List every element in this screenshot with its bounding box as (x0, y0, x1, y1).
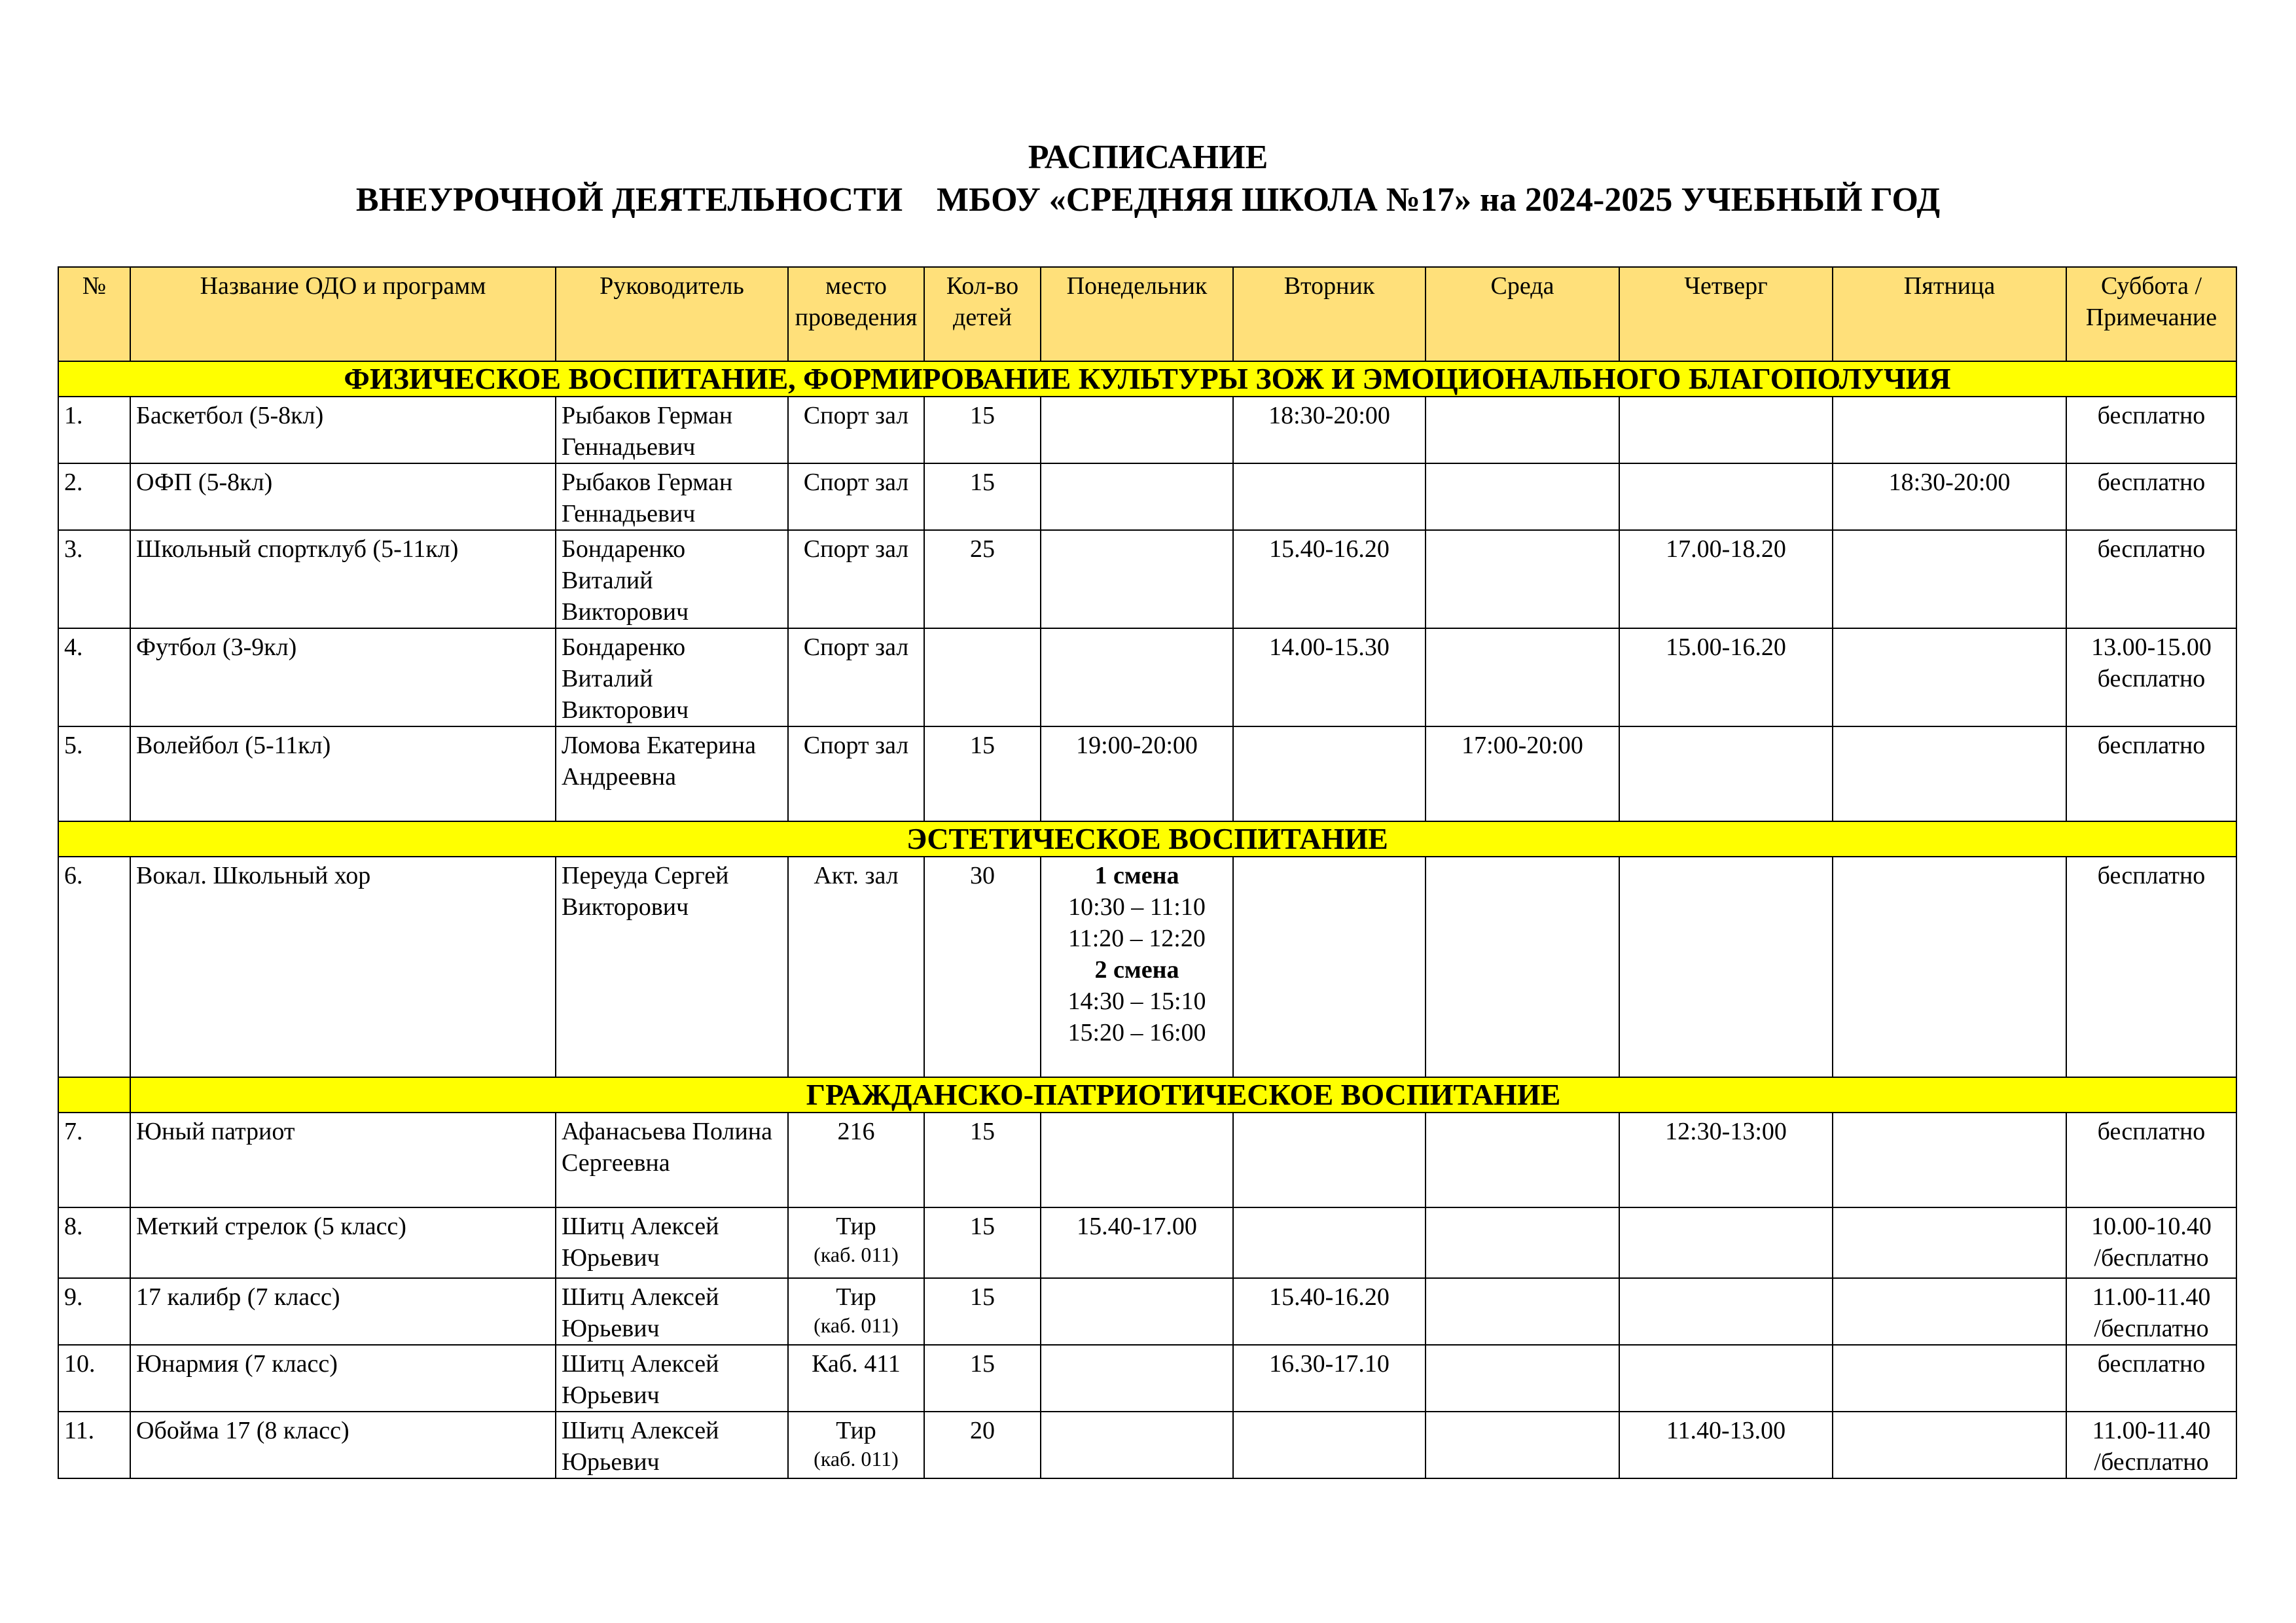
header-num: № (58, 267, 130, 361)
row-wednesday (1426, 857, 1619, 1077)
place-room: (каб. 011) (814, 1313, 899, 1337)
place-name: Тир (836, 1283, 876, 1311)
section-title: ЭСТЕТИЧЕСКОЕ ВОСПИТАНИЕ (58, 821, 2236, 857)
row-friday (1833, 1345, 2066, 1412)
header-row (58, 267, 2236, 361)
place-room: (каб. 011) (814, 1243, 899, 1266)
row-place: Спорт зал (788, 397, 924, 463)
row-wednesday (1426, 1113, 1619, 1207)
table-row (58, 1278, 2236, 1345)
row-tuesday (1233, 857, 1426, 1077)
row-count (924, 628, 1041, 726)
table-row (58, 1207, 2236, 1278)
row-friday (1833, 726, 2066, 821)
row-thursday (1619, 397, 1833, 463)
table-row (58, 1412, 2236, 1478)
row-leader: Шитц Алексей Юрьевич (556, 1345, 788, 1412)
saturday-time: 11.00-11.40 (2092, 1283, 2211, 1311)
row-num: 3. (58, 530, 130, 628)
row-saturday: бесплатно (2066, 397, 2236, 463)
row-friday (1833, 397, 2066, 463)
row-program: Футбол (3-9кл) (130, 628, 556, 726)
shift-time: 10:30 – 11:10 (1068, 893, 1206, 921)
row-monday (1041, 1113, 1233, 1207)
row-saturday (2066, 1278, 2236, 1345)
shift-label: 1 смена (1094, 862, 1179, 889)
row-thursday: 15.00-16.20 (1619, 628, 1833, 726)
row-num: 9. (58, 1278, 130, 1345)
row-saturday: бесплатно (2066, 857, 2236, 1077)
saturday-time: 11.00-11.40 (2092, 1417, 2211, 1444)
header-tuesday: Вторник (1233, 267, 1426, 361)
saturday-note: /бесплатно (2094, 1315, 2209, 1342)
row-tuesday: 16.30-17.10 (1233, 1345, 1426, 1412)
row-num: 10. (58, 1345, 130, 1412)
row-thursday: 11.40-13.00 (1619, 1412, 1833, 1478)
section-title: ФИЗИЧЕСКОЕ ВОСПИТАНИЕ, ФОРМИРОВАНИЕ КУЛЬТУРЫ ЗОЖ И ЭМОЦИОНАЛЬНОГО БЛАГОПОЛУЧИЯ (58, 361, 2236, 397)
row-place (788, 1412, 924, 1478)
row-thursday (1619, 1207, 1833, 1278)
row-program: ОФП (5-8кл) (130, 463, 556, 530)
table-row (58, 726, 2236, 821)
row-monday (1041, 1278, 1233, 1345)
document-title: РАСПИСАНИЕ (1028, 139, 1268, 176)
row-program: Волейбол (5-11кл) (130, 726, 556, 821)
section-title: ГРАЖДАНСКО-ПАТРИОТИЧЕСКОЕ ВОСПИТАНИЕ (130, 1077, 2236, 1113)
row-place: Спорт зал (788, 530, 924, 628)
row-leader: Рыбаков Герман Геннадьевич (556, 397, 788, 463)
saturday-note: /бесплатно (2094, 1244, 2209, 1272)
row-wednesday (1426, 1345, 1619, 1412)
row-monday (1041, 1345, 1233, 1412)
row-program: Школьный спортклуб (5-11кл) (130, 530, 556, 628)
table-row (58, 857, 2236, 1077)
row-place: Спорт зал (788, 628, 924, 726)
row-saturday (2066, 1207, 2236, 1278)
row-program: Меткий стрелок (5 класс) (130, 1207, 556, 1278)
row-thursday (1619, 726, 1833, 821)
row-leader: Переуда Сергей Викторович (556, 857, 788, 1077)
row-wednesday (1426, 397, 1619, 463)
row-monday: 19:00-20:00 (1041, 726, 1233, 821)
shift-time: 15:20 – 16:00 (1067, 1019, 1206, 1046)
row-place: Каб. 411 (788, 1345, 924, 1412)
row-leader: Шитц Алексей Юрьевич (556, 1412, 788, 1478)
row-leader: Афанасьева Полина Сергеевна (556, 1113, 788, 1207)
header-monday: Понедельник (1041, 267, 1233, 361)
row-tuesday: 18:30-20:00 (1233, 397, 1426, 463)
row-friday (1833, 1207, 2066, 1278)
row-num: 5. (58, 726, 130, 821)
table-row (58, 397, 2236, 463)
place-name: Тир (836, 1417, 876, 1444)
shift-time: 14:30 – 15:10 (1067, 988, 1206, 1015)
section-row (58, 821, 2236, 857)
row-wednesday (1426, 463, 1619, 530)
row-num: 1. (58, 397, 130, 463)
row-count: 15 (924, 726, 1041, 821)
document-subtitle: ВНЕУРОЧНОЙ ДЕЯТЕЛЬНОСТИ МБОУ «СРЕДНЯЯ ШКОЛА №17» на 2024-2025 УЧЕБНЫЙ ГОД (355, 181, 1941, 219)
row-program: 17 калибр (7 класс) (130, 1278, 556, 1345)
row-monday (1041, 628, 1233, 726)
row-count: 15 (924, 1345, 1041, 1412)
row-place: Спорт зал (788, 463, 924, 530)
row-thursday: 17.00-18.20 (1619, 530, 1833, 628)
table-row (58, 1345, 2236, 1412)
row-num: 2. (58, 463, 130, 530)
row-monday: 15.40-17.00 (1041, 1207, 1233, 1278)
row-leader: Ломова Екатерина Андреевна (556, 726, 788, 821)
row-count: 25 (924, 530, 1041, 628)
row-wednesday (1426, 1278, 1619, 1345)
table-row (58, 1113, 2236, 1207)
row-num: 4. (58, 628, 130, 726)
header-wednesday: Среда (1426, 267, 1619, 361)
header-name: Название ОДО и программ (130, 267, 556, 361)
shift-time: 11:20 – 12:20 (1068, 925, 1206, 952)
row-saturday: бесплатно (2066, 1345, 2236, 1412)
row-wednesday (1426, 530, 1619, 628)
row-tuesday (1233, 463, 1426, 530)
header-thursday: Четверг (1619, 267, 1833, 361)
row-monday (1041, 530, 1233, 628)
row-friday (1833, 1113, 2066, 1207)
shift-label: 2 смена (1094, 956, 1179, 984)
row-friday: 18:30-20:00 (1833, 463, 2066, 530)
row-friday (1833, 857, 2066, 1077)
row-thursday (1619, 463, 1833, 530)
row-program: Юнармия (7 класс) (130, 1345, 556, 1412)
table-row (58, 463, 2236, 530)
row-monday (1041, 463, 1233, 530)
row-tuesday (1233, 1412, 1426, 1478)
saturday-time: 13.00-15.00 (2091, 633, 2212, 661)
row-wednesday: 17:00-20:00 (1426, 726, 1619, 821)
row-saturday: бесплатно (2066, 463, 2236, 530)
schedule-table (58, 266, 2237, 1479)
row-thursday (1619, 1278, 1833, 1345)
row-saturday (2066, 628, 2236, 726)
row-monday (1041, 857, 1233, 1077)
row-count: 15 (924, 463, 1041, 530)
row-count: 15 (924, 1278, 1041, 1345)
row-saturday: бесплатно (2066, 1113, 2236, 1207)
saturday-note: бесплатно (2097, 665, 2206, 692)
row-tuesday (1233, 726, 1426, 821)
row-tuesday: 15.40-16.20 (1233, 530, 1426, 628)
row-count: 15 (924, 1113, 1041, 1207)
row-thursday (1619, 857, 1833, 1077)
row-wednesday (1426, 1412, 1619, 1478)
place-name: Тир (836, 1213, 876, 1240)
header-place: место проведения (788, 267, 924, 361)
header-saturday: Суббота /Примечание (2066, 267, 2236, 361)
row-wednesday (1426, 628, 1619, 726)
row-program: Вокал. Школьный хор (130, 857, 556, 1077)
row-friday (1833, 530, 2066, 628)
row-place: Акт. зал (788, 857, 924, 1077)
row-count: 30 (924, 857, 1041, 1077)
header-count: Кол-во детей (924, 267, 1041, 361)
row-leader: Шитц Алексей Юрьевич (556, 1207, 788, 1278)
row-saturday: бесплатно (2066, 726, 2236, 821)
row-monday (1041, 1412, 1233, 1478)
row-count: 15 (924, 1207, 1041, 1278)
section-row (58, 361, 2236, 397)
header-leader: Руководитель (556, 267, 788, 361)
row-friday (1833, 628, 2066, 726)
row-leader: Шитц Алексей Юрьевич (556, 1278, 788, 1345)
row-num: 8. (58, 1207, 130, 1278)
table-row (58, 530, 2236, 628)
row-place: 216 (788, 1113, 924, 1207)
row-program: Баскетбол (5-8кл) (130, 397, 556, 463)
row-num: 6. (58, 857, 130, 1077)
row-program: Обойма 17 (8 класс) (130, 1412, 556, 1478)
row-leader: Бондаренко Виталий Викторович (556, 628, 788, 726)
place-room: (каб. 011) (814, 1447, 899, 1471)
row-saturday (2066, 1412, 2236, 1478)
row-place: Спорт зал (788, 726, 924, 821)
row-leader: Бондаренко Виталий Викторович (556, 530, 788, 628)
row-thursday (1619, 1345, 1833, 1412)
header-friday: Пятница (1833, 267, 2066, 361)
row-tuesday: 14.00-15.30 (1233, 628, 1426, 726)
row-saturday: бесплатно (2066, 530, 2236, 628)
row-leader: Рыбаков Герман Геннадьевич (556, 463, 788, 530)
row-num: 11. (58, 1412, 130, 1478)
row-tuesday (1233, 1207, 1426, 1278)
row-monday (1041, 397, 1233, 463)
row-tuesday (1233, 1113, 1426, 1207)
saturday-time: 10.00-10.40 (2091, 1213, 2212, 1240)
row-num: 7. (58, 1113, 130, 1207)
saturday-note: /бесплатно (2094, 1448, 2209, 1476)
row-place (788, 1207, 924, 1278)
row-program: Юный патриот (130, 1113, 556, 1207)
row-tuesday: 15.40-16.20 (1233, 1278, 1426, 1345)
section-blank-cell (58, 1077, 130, 1113)
row-count: 15 (924, 397, 1041, 463)
row-thursday: 12:30-13:00 (1619, 1113, 1833, 1207)
row-friday (1833, 1412, 2066, 1478)
row-place (788, 1278, 924, 1345)
row-wednesday (1426, 1207, 1619, 1278)
row-friday (1833, 1278, 2066, 1345)
table-row (58, 628, 2236, 726)
row-count: 20 (924, 1412, 1041, 1478)
section-row (58, 1077, 2236, 1113)
